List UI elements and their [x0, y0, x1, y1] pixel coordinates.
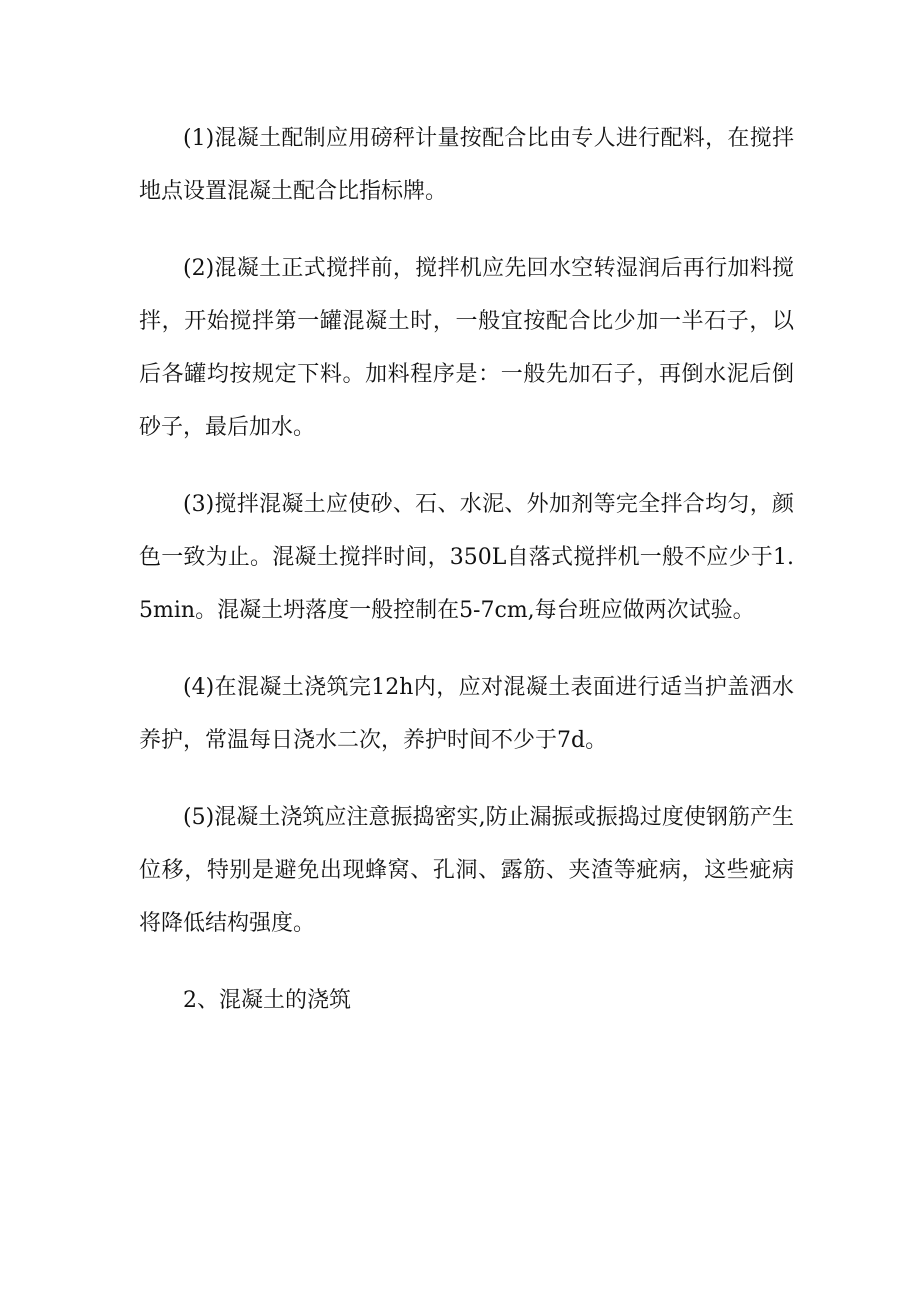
section-heading: 2、混凝土的浇筑 — [183, 988, 351, 1013]
paragraph-2: (2)混凝土正式搅拌前，搅拌机应先回水空转湿润后再行加料搅拌，开始搅拌第一罐混凝土时，一般宜按配合比少加一半石子，以后各罐均按规定下料。加料程序是：一般先加石子，再倒水泥后倒砂子，最后加水。 — [139, 256, 794, 440]
paragraph-3: (3)搅拌混凝土应使砂、石、水泥、外加剂等完全拌合均匀，颜色一致为止。混凝土搅拌时间，350L自落式搅拌机一般不应少于1.5min。混凝土坍落度一般控制在5-7cm,每台班应做两次试验。 — [139, 492, 794, 623]
paragraph-1: (1)混凝土配制应用磅秤计量按配合比由专人进行配料，在搅拌地点设置混凝土配合比指标牌。 — [139, 126, 794, 204]
paragraph-4: (4)在混凝土浇筑完12h内，应对混凝土表面进行适当护盖洒水养护，常温每日浇水二次，养护时间不少于7d。 — [139, 675, 794, 753]
paragraph-5: (5)混凝土浇筑应注意振捣密实,防止漏振或振捣过度使钢筋产生位移，特别是避免出现蜂窝、孔洞、露筋、夹渣等疵病，这些疵病将降低结构强度。 — [139, 805, 794, 936]
document-body — [139, 112, 794, 1027]
